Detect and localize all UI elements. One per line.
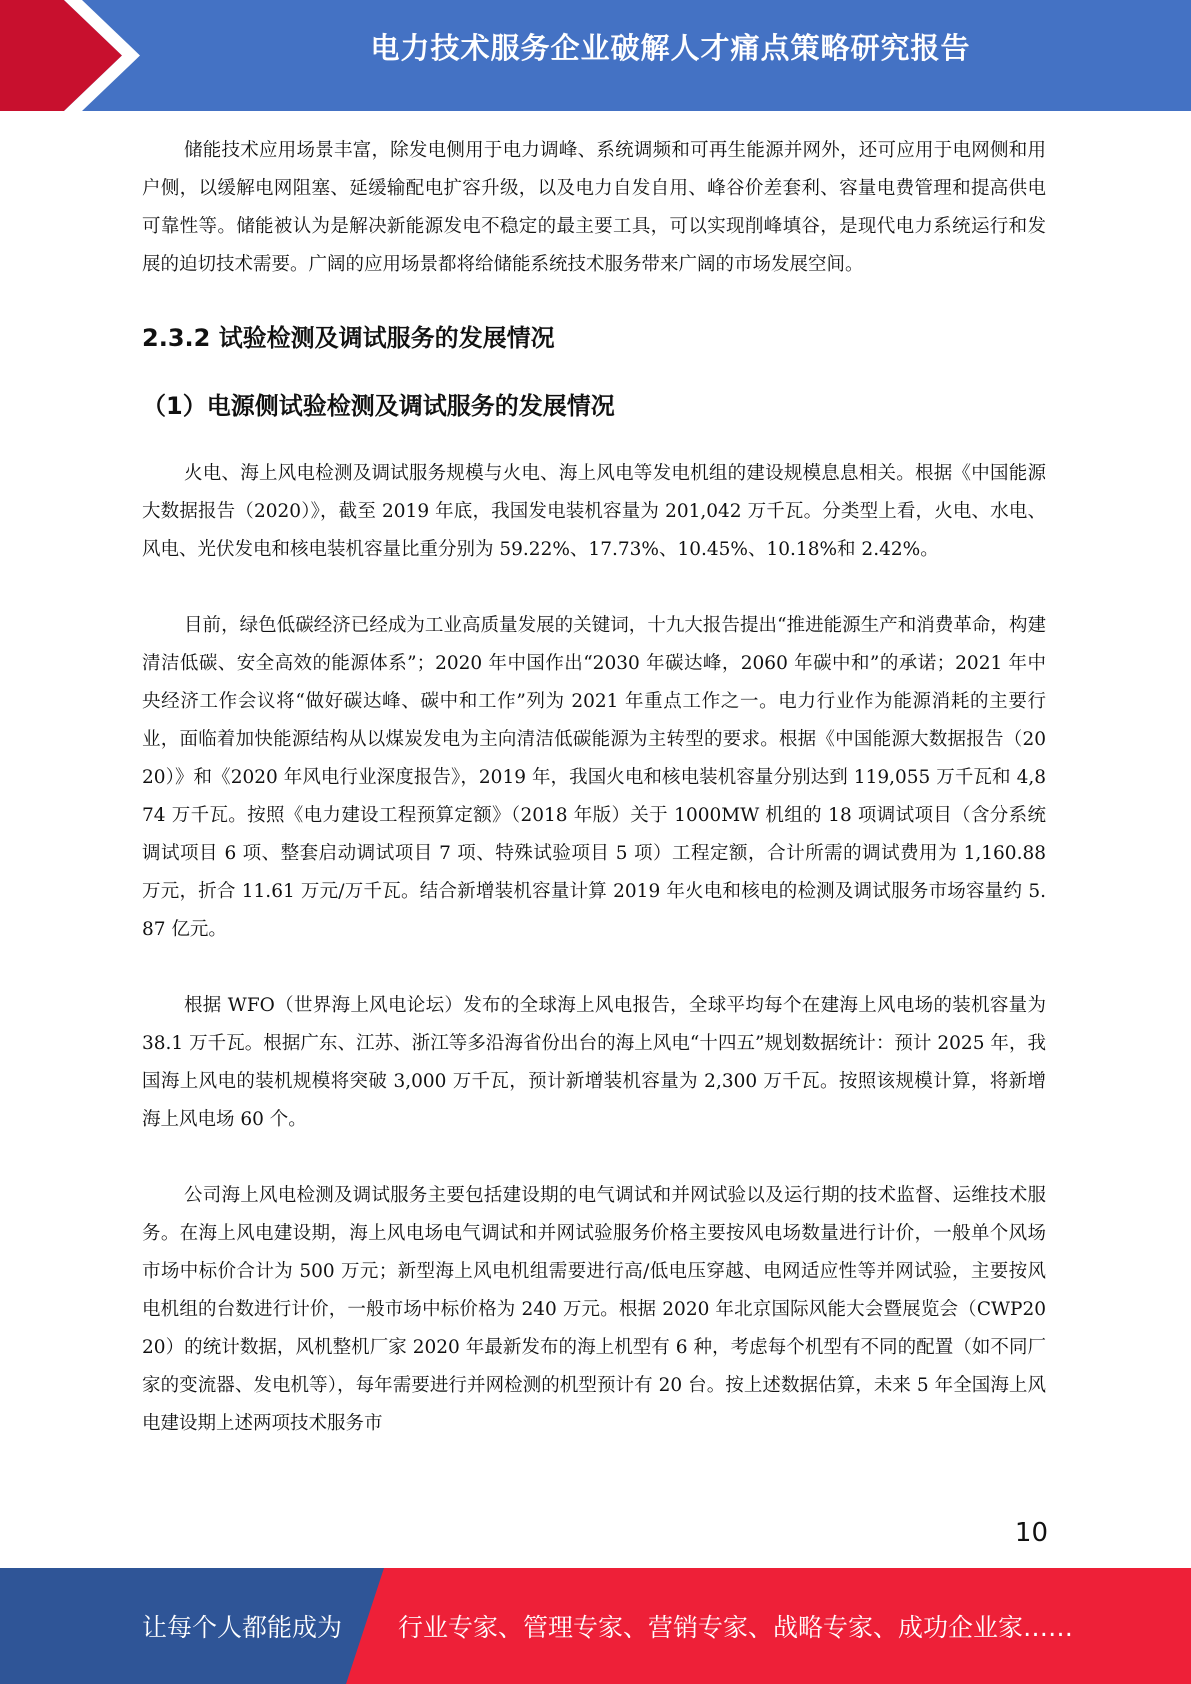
header-chevron-decoration <box>0 0 160 111</box>
paragraph-offshore-wind-wfo: 根据 WFO（世界海上风电论坛）发布的全球海上风电报告，全球平均每个在建海上风电场的装机容量为 38.1 万千瓦。根据广东、江苏、浙江等多沿海省份出台的海上风电“十四五”规划数据统计：预计 2025 年，我国海上风电的装机规模将突破 3,000 万千瓦，预计新增装机容量为 2,300 万千瓦。按照该规模计算，将新增海上风电场 60 个。 <box>142 995 1046 1130</box>
footer-slogan-left: 让每个人都能成为 <box>142 1613 343 1642</box>
page-content <box>142 132 1046 1443</box>
page-number: 10 <box>1014 1518 1048 1548</box>
paragraph-installed-capacity: 火电、海上风电检测及调试服务规模与火电、海上风电等发电机组的建设规模息息相关。根据《中国能源大数据报告（2020）》，截至 2019 年底，我国发电装机容量为 201,042 万千瓦。分类型上看，火电、水电、风电、光伏发电和核电装机容量比重分别为 59.22%、17.73%、10.45%、10.18%和 2.42%。 <box>142 463 1046 560</box>
paragraph-low-carbon: 目前，绿色低碳经济已经成为工业高质量发展的关键词，十九大报告提出“推进能源生产和消费革命，构建清洁低碳、安全高效的能源体系”；2020 年中国作出“2030 年碳达峰，2060 年碳中和”的承诺；2021 年中央经济工作会议将“做好碳达峰、碳中和工作”列为 2021 年重点工作之一。电力行业作为能源消耗的主要行业，面临着加快能源结构从以煤炭发电为主向清洁低碳能源为主转型的要求。根据《中国能源大数据报告（2020）》和《2020 年风电行业深度报告》，2019 年，我国火电和核电装机容量分别达到 119,055 万千瓦和 4,874 万千瓦。按照《电力建设工程预算定额》（2018 年版）关于 1000MW 机组的 18 项调试项目（含分系统调试项目 6 项、整套启动调试项目 7 项、特殊试验项目 5 项）工程定额，合计所需的调试费用为 1,160.88 万元，折合 11.61 万元/万千瓦。结合新增装机容量计算 2019 年火电和核电的检测及调试服务市场容量约 5.87 亿元。 <box>142 615 1046 940</box>
paragraph-energy-storage: 储能技术应用场景丰富，除发电侧用于电力调峰、系统调频和可再生能源并网外，还可应用于电网侧和用户侧，以缓解电网阻塞、延缓输配电扩容升级，以及电力自发自用、峰谷价差套利、容量电费管理和提高供电可靠性等。储能被认为是解决新能源发电不稳定的最主要工具，可以实现削峰填谷，是现代电力系统运行和发展的迫切技术需要。广阔的应用场景都将给储能系统技术服务带来广阔的市场发展空间。 <box>142 140 1046 275</box>
report-title: 电力技术服务企业破解人才痛点策略研究报告 <box>370 31 971 65</box>
subsection-heading: （1）电源侧试验检测及调试服务的发展情况 <box>142 392 615 420</box>
section-heading: 2.3.2 试验检测及调试服务的发展情况 <box>142 324 555 352</box>
paragraph-offshore-wind-services: 公司海上风电检测及调试服务主要包括建设期的电气调试和并网试验以及运行期的技术监督、运维技术服务。在海上风电建设期，海上风电场电气调试和并网试验服务价格主要按风电场数量进行计价，一般单个风场市场中标价合计为 500 万元；新型海上风电机组需要进行高/低电压穿越、电网适应性等并网试验，主要按风电机组的台数进行计价，一般市场中标价格为 240 万元。根据 2020 年北京国际风能大会暨展览会（CWP2020）的统计数据，风机整机厂家 2020 年最新发布的海上机型有 6 种，考虑每个机型有不同的配置（如不同厂家的变流器、发电机等），每年需要进行并网检测的机型预计有 20 台。按上述数据估算，未来 5 年全国海上风电建设期上述两项技术服务市 <box>142 1185 1046 1434</box>
footer-slogan-right: 行业专家、管理专家、营销专家、战略专家、成功企业家…… <box>398 1613 1074 1642</box>
page-header <box>0 0 1191 111</box>
page-footer <box>0 1568 1191 1684</box>
